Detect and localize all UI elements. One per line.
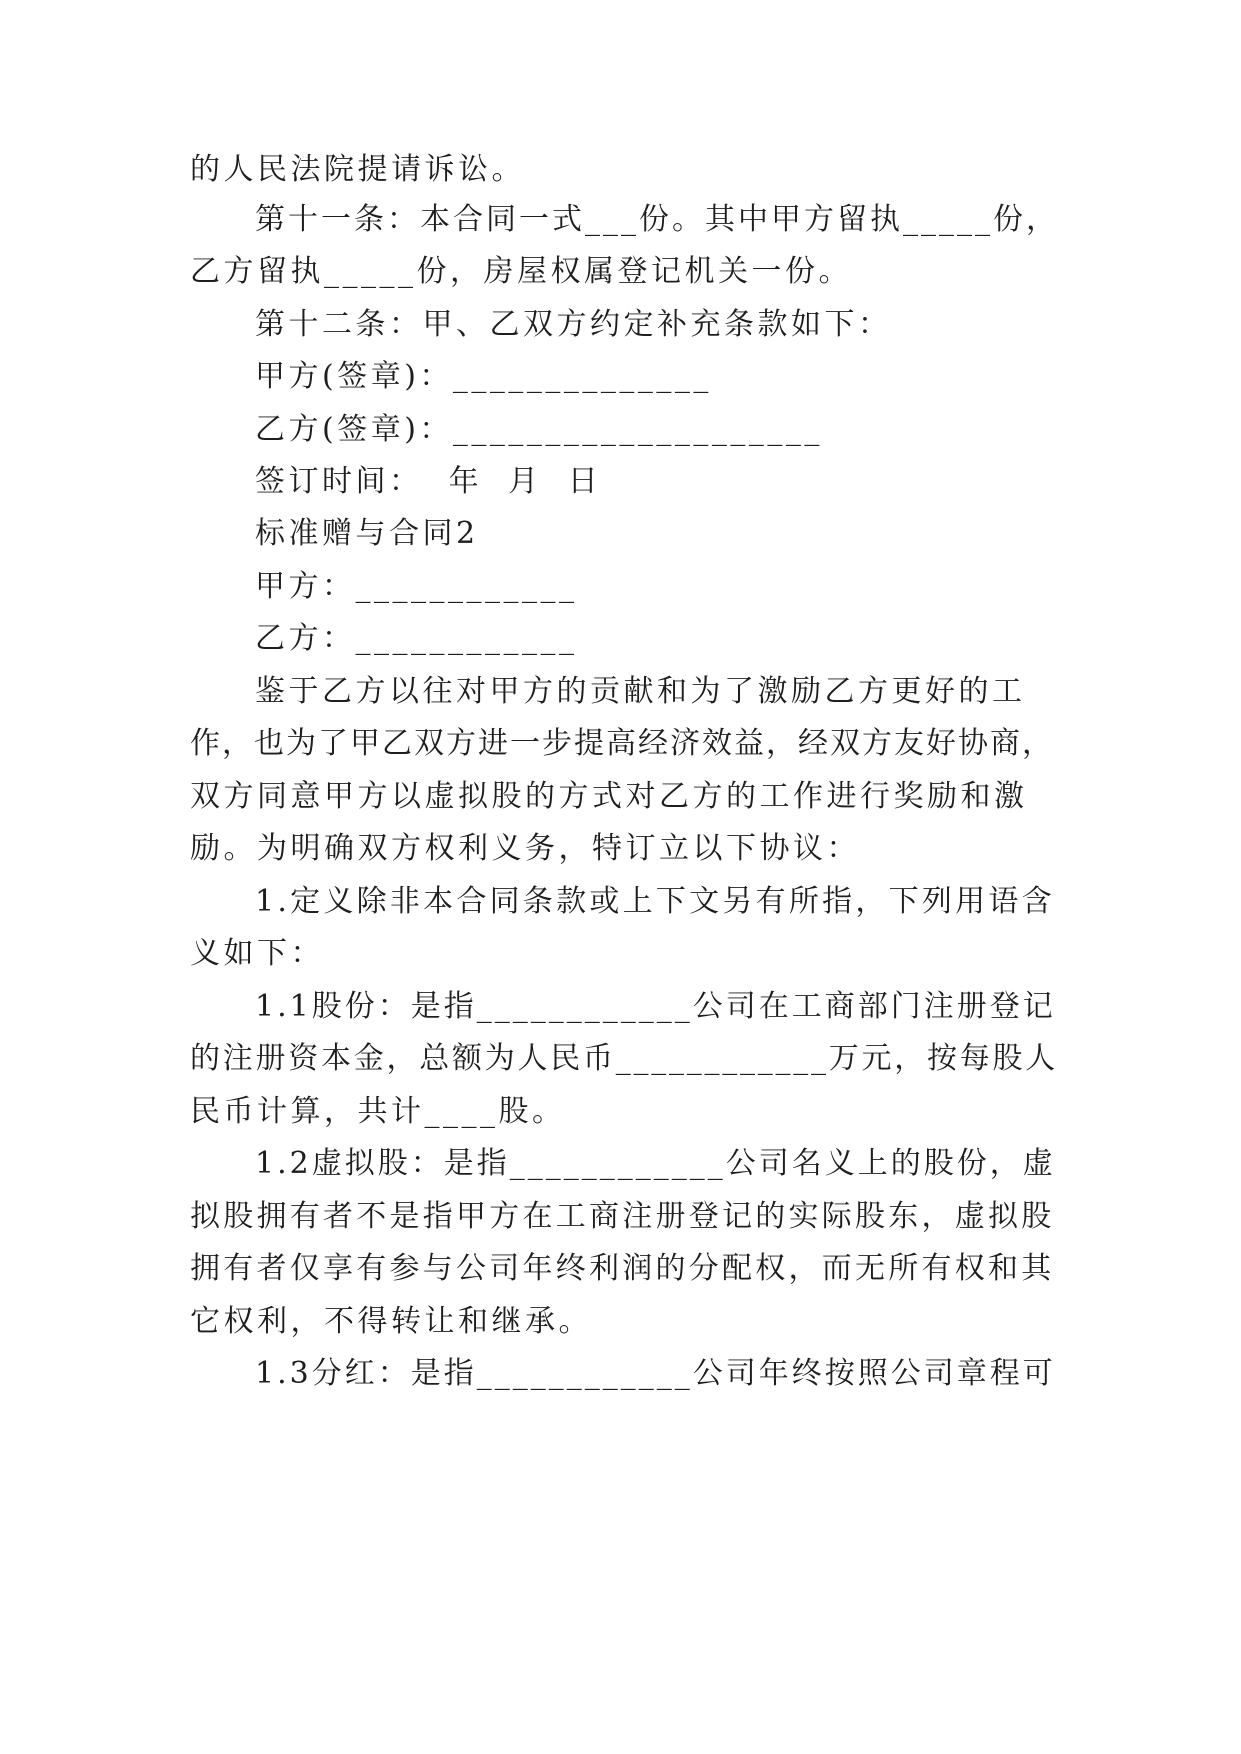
text-line: 的人民法院提请诉讼。 [190, 152, 525, 187]
text-line: 1.1股份：是指____________公司在工商部门注册登记 [255, 989, 1056, 1024]
text-line: 乙方留执_____份，房屋权属登记机关一份。 [190, 254, 852, 289]
text-line: 1.3分红：是指____________公司年终按照公司章程可 [255, 1356, 1056, 1391]
text-line: 1.2虚拟股：是指____________公司名义上的股份，虚 [255, 1146, 1056, 1181]
text-line: 励。为明确双方权利义务，特订立以下协议： [190, 831, 860, 866]
text-line: 它权利，不得转让和继承。 [190, 1304, 592, 1339]
text-line: 第十一条：本合同一式___份。其中甲方留执_____份， [255, 202, 1059, 237]
text-line: 第十二条：甲、乙双方约定补充条款如下： [255, 307, 892, 342]
text-line: 鉴于乙方以往对甲方的贡献和为了激励乙方更好的工 [255, 674, 1026, 709]
text-line: 甲方：____________ [255, 569, 578, 604]
text-line: 义如下： [190, 936, 324, 971]
text-line: 民币计算，共计____股。 [190, 1094, 566, 1129]
text-line: 标准赠与合同2 [255, 516, 479, 551]
text-line: 1.定义除非本合同条款或上下文另有所指，下列用语含 [255, 884, 1055, 919]
text-line: 签订时间： 年 月 日 [255, 464, 602, 499]
text-line: 拥有者仅享有参与公司年终利润的分配权，而无所有权和其 [190, 1251, 1055, 1286]
text-line: 乙方(签章)：____________________ [255, 412, 823, 447]
text-line: 甲方(签章)：______________ [255, 359, 712, 394]
text-line: 的注册资本金，总额为人民币____________万元，按每股人 [190, 1041, 1058, 1076]
text-line: 乙方：____________ [255, 621, 578, 656]
text-line: 双方同意甲方以虚拟股的方式对乙方的工作进行奖励和激 [190, 779, 1028, 814]
text-line: 作，也为了甲乙双方进一步提高经济效益，经双方友好协商， [190, 726, 1054, 761]
text-line: 拟股拥有者不是指甲方在工商注册登记的实际股东，虚拟股 [190, 1199, 1055, 1234]
